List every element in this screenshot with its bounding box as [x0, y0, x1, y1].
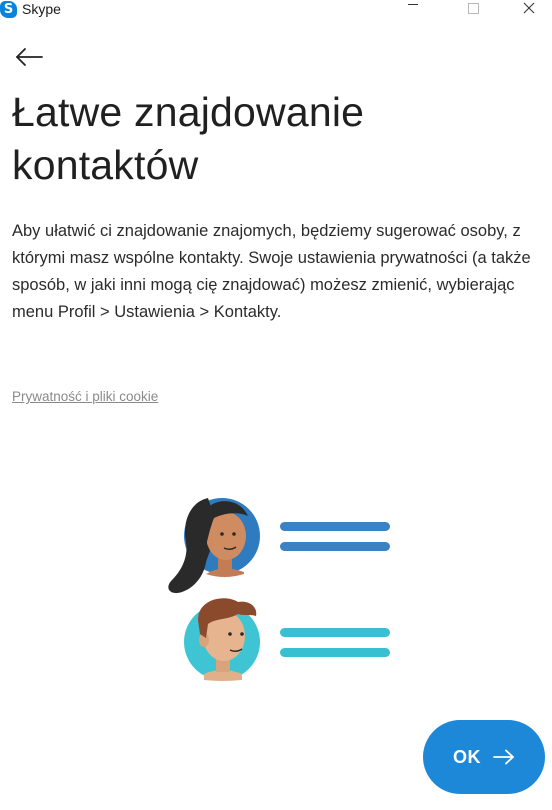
contact-line-3	[280, 628, 390, 637]
contact-line-2	[280, 542, 390, 551]
description-text: Aby ułatwić ci znajdowanie znajomych, będziemy sugerować osoby, z którymi masz wspólne kontakty. Swoje ustawienia prywatności (a także sposób, w jaki inni mogą cię znajdować) możesz zmienić, wybierając menu Profil > Ustawienia > Kontakty.	[12, 222, 531, 321]
woman-avatar-icon	[168, 498, 260, 593]
ok-label: OK	[453, 746, 481, 767]
contact-line-4	[280, 648, 390, 657]
maximize-icon	[468, 3, 479, 14]
title-bar	[0, 0, 552, 20]
contacts-illustration	[160, 488, 400, 688]
minimize-button[interactable]	[390, 0, 436, 20]
minimize-icon	[408, 4, 418, 5]
back-button[interactable]	[14, 42, 54, 72]
window-title: Skype	[22, 1, 61, 17]
skype-logo-icon: S	[0, 1, 17, 18]
ok-button[interactable]	[423, 720, 545, 794]
arrow-right-icon	[493, 749, 515, 765]
man-avatar-icon	[184, 598, 260, 681]
arrow-left-icon	[14, 47, 44, 67]
privacy-cookies-link[interactable]: Prywatność i pliki cookie	[12, 389, 159, 404]
close-icon	[523, 2, 535, 14]
contact-line-1	[280, 522, 390, 531]
page-title: Łatwe znajdowanie kontaktów	[12, 89, 365, 188]
maximize-button[interactable]	[450, 0, 496, 20]
close-button[interactable]	[506, 0, 552, 20]
